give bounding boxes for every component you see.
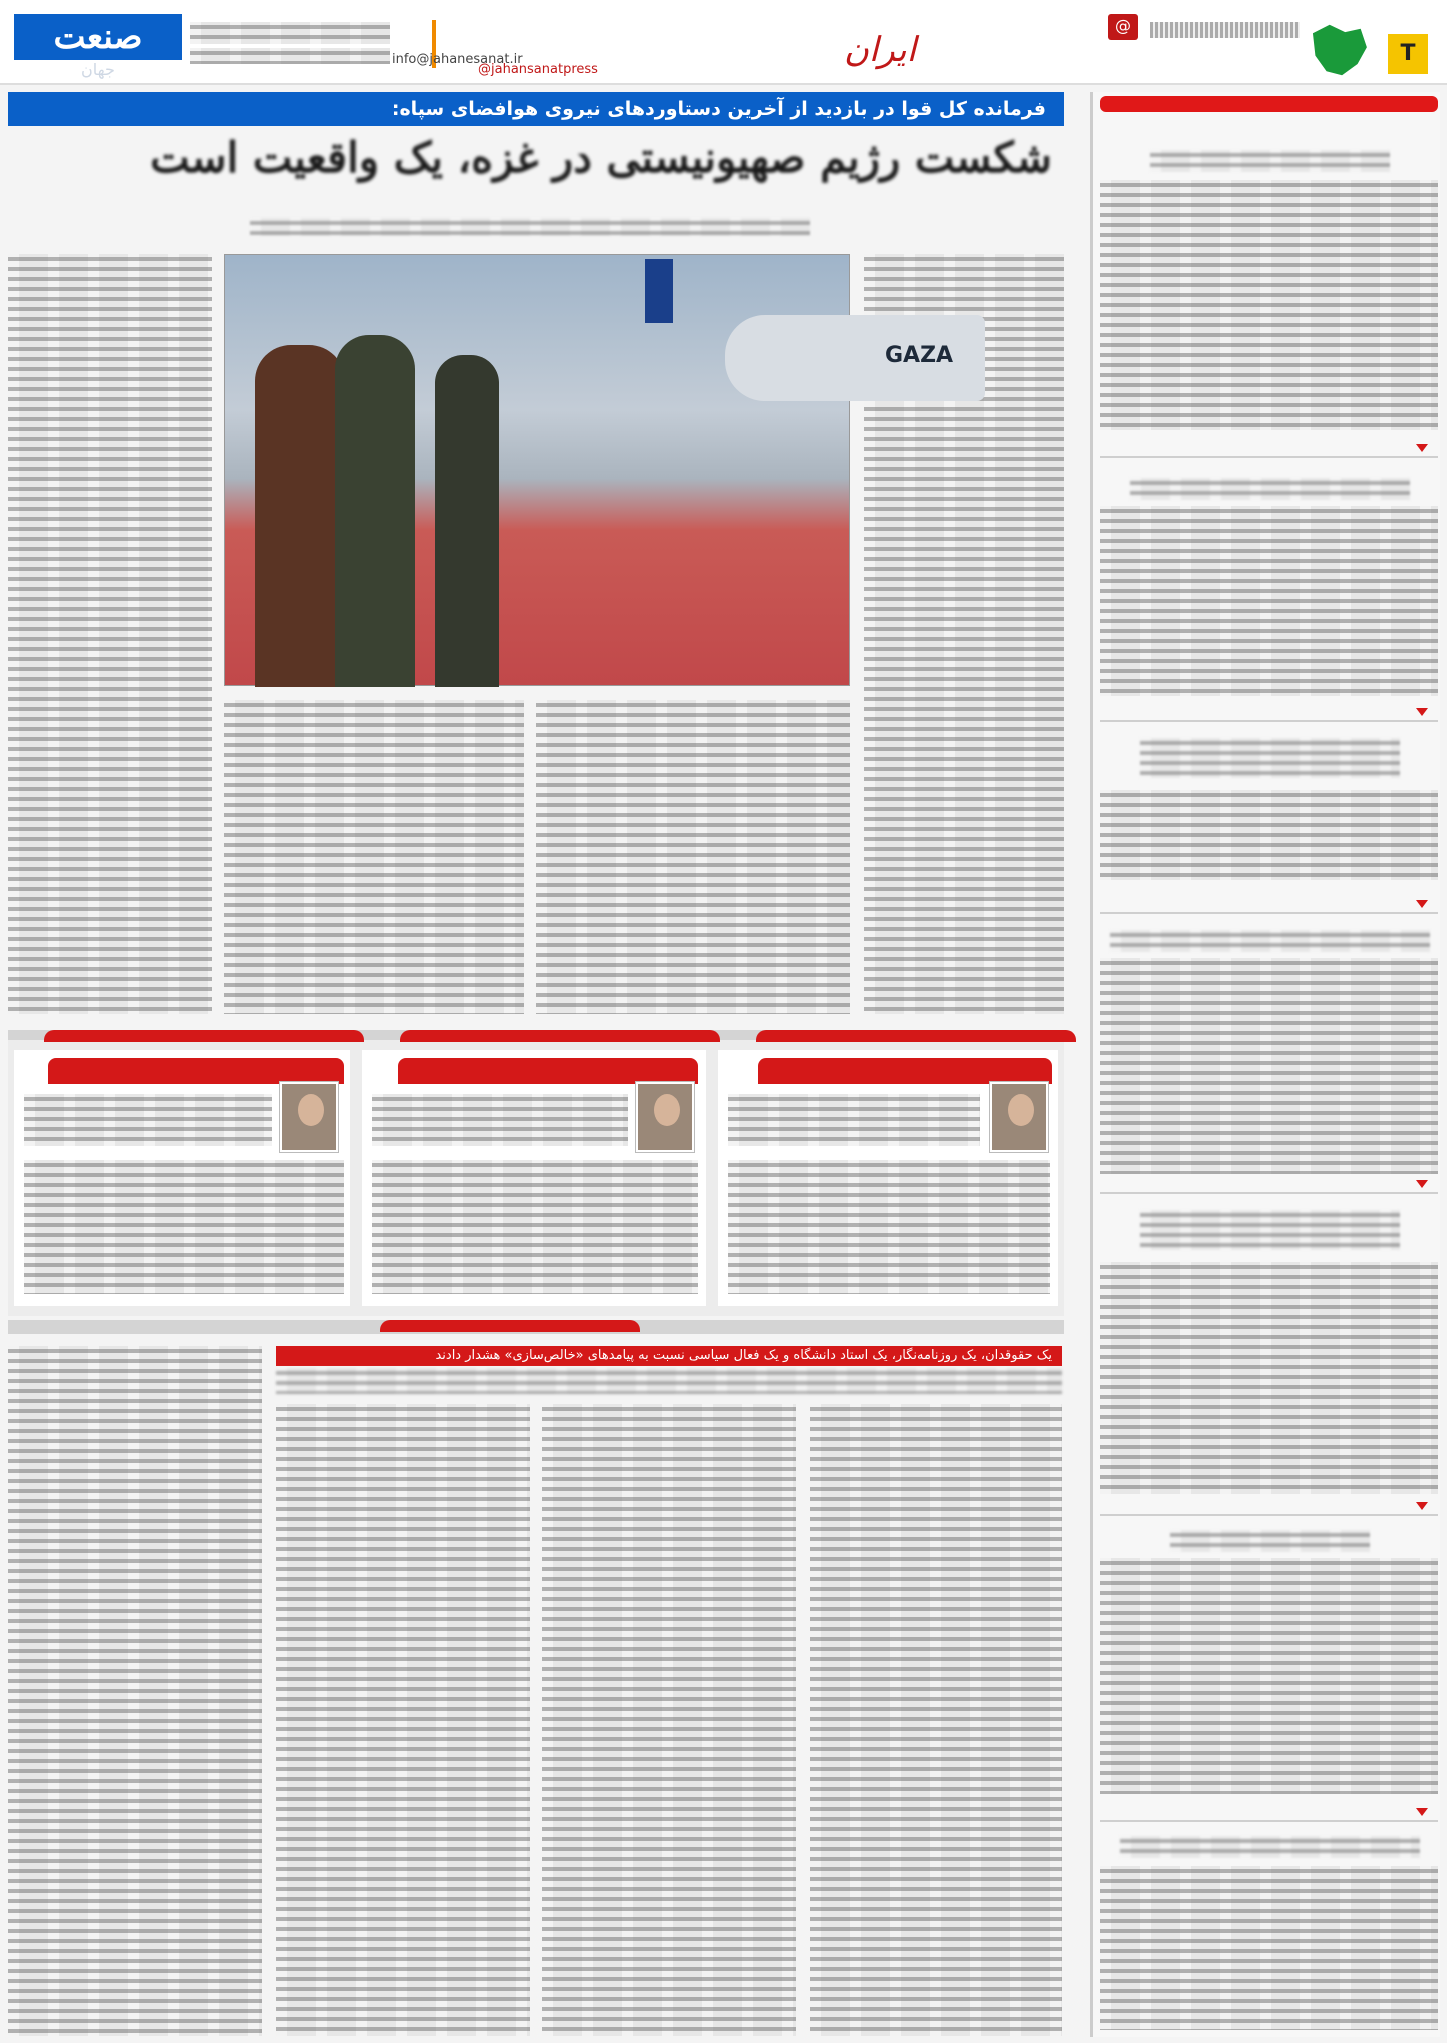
second-story-column-left [8, 1346, 262, 2036]
rail-divider [1100, 1820, 1438, 1822]
rail-article-body [1100, 1558, 1438, 1794]
second-story-kicker: یک حقوقدان، یک روزنامه‌نگار، یک استاد دانشگاه و یک فعال سیاسی نسبت به پیامدهای «خالص‌سازی» هشدار دادند [276, 1346, 1062, 1366]
opinion-card-body [372, 1160, 698, 1294]
publication-date [190, 48, 390, 64]
rail-article-body [1100, 180, 1438, 430]
photo-drone-label: GAZA [885, 343, 954, 368]
issue-line [190, 22, 390, 44]
opinion-card-body [24, 1160, 344, 1294]
rail-headline[interactable] [1130, 478, 1410, 500]
opinion-card-body [728, 1160, 1050, 1294]
second-story-tab [380, 1320, 640, 1332]
lead-subhead [250, 218, 810, 236]
lead-headline[interactable]: شکست رژیم صهیونیستی در غزه، یک واقعیت است [150, 133, 1052, 182]
second-story-column [542, 1404, 796, 2036]
section-title: ایران [843, 30, 917, 70]
continue-arrow-icon [1416, 708, 1428, 716]
photo-person [435, 355, 499, 687]
rail-headline[interactable] [1120, 1836, 1420, 1858]
second-story-column [810, 1404, 1062, 2036]
rail-article-body [1100, 1262, 1438, 1494]
continue-arrow-icon [1416, 444, 1428, 452]
opinion-tab [44, 1030, 364, 1042]
opinion-card-title [728, 1094, 980, 1146]
logo-subtext: جهان [81, 60, 115, 79]
opinion-card[interactable] [14, 1050, 350, 1306]
rail-headline[interactable] [1110, 930, 1430, 952]
opinion-card[interactable] [718, 1050, 1058, 1306]
publisher-logo-icon: T [1388, 34, 1428, 74]
photo-banner [645, 259, 673, 323]
rail-header [1100, 96, 1438, 112]
logo-text: صنعت [14, 14, 182, 60]
rail-article-body [1100, 958, 1438, 1174]
social-handle[interactable]: @jahansanatpress [478, 62, 598, 77]
opinion-tab [400, 1030, 720, 1042]
opinion-card-header [398, 1058, 698, 1084]
rail-article-body [1100, 506, 1438, 696]
opinion-tab [756, 1030, 1076, 1042]
lead-text-column-3 [536, 700, 850, 1014]
opinion-card-title [372, 1094, 628, 1146]
mail-icon[interactable] [1108, 14, 1138, 40]
lead-kicker: فرمانده کل قوا در بازدید از آخرین دستاوردهای نیروی هوافضای سپاه: [8, 92, 1064, 126]
second-story-headline[interactable] [276, 1368, 1062, 1394]
masthead [0, 0, 1447, 85]
rail-headline[interactable] [1170, 1530, 1370, 1552]
opinion-card-header [758, 1058, 1052, 1084]
photo-person [335, 335, 415, 687]
continue-arrow-icon [1416, 900, 1428, 908]
author-photo [280, 1082, 338, 1152]
author-photo [636, 1082, 694, 1152]
second-story-column [276, 1404, 530, 2036]
rail-article-body [1100, 1866, 1438, 2030]
rail-headline[interactable] [1140, 1210, 1400, 1250]
lead-photo[interactable] [224, 254, 954, 686]
continue-arrow-icon [1416, 1180, 1428, 1188]
header-tagline [1150, 22, 1300, 38]
iran-map-icon [1308, 22, 1370, 78]
rail-headline[interactable] [1150, 150, 1390, 172]
rail-headline[interactable] [1140, 738, 1400, 778]
continue-arrow-icon [1416, 1808, 1428, 1816]
opinion-card-title [24, 1094, 272, 1146]
rail-divider [1100, 720, 1438, 722]
continue-arrow-icon [1416, 1502, 1428, 1510]
photo-person [255, 345, 345, 687]
rail-divider [1100, 1514, 1438, 1516]
opinion-card[interactable] [362, 1050, 706, 1306]
opinion-card-header [48, 1058, 344, 1084]
lead-text-column-2 [224, 700, 524, 1014]
lead-text-column-left [8, 254, 212, 1014]
contact-email[interactable]: info@jahanesanat.ir [392, 52, 523, 67]
author-photo [990, 1082, 1048, 1152]
rail-article-body [1100, 790, 1438, 880]
rail-divider [1100, 912, 1438, 914]
rail-divider [1100, 456, 1438, 458]
rail-divider [1100, 1192, 1438, 1194]
newspaper-logo[interactable] [14, 14, 182, 80]
